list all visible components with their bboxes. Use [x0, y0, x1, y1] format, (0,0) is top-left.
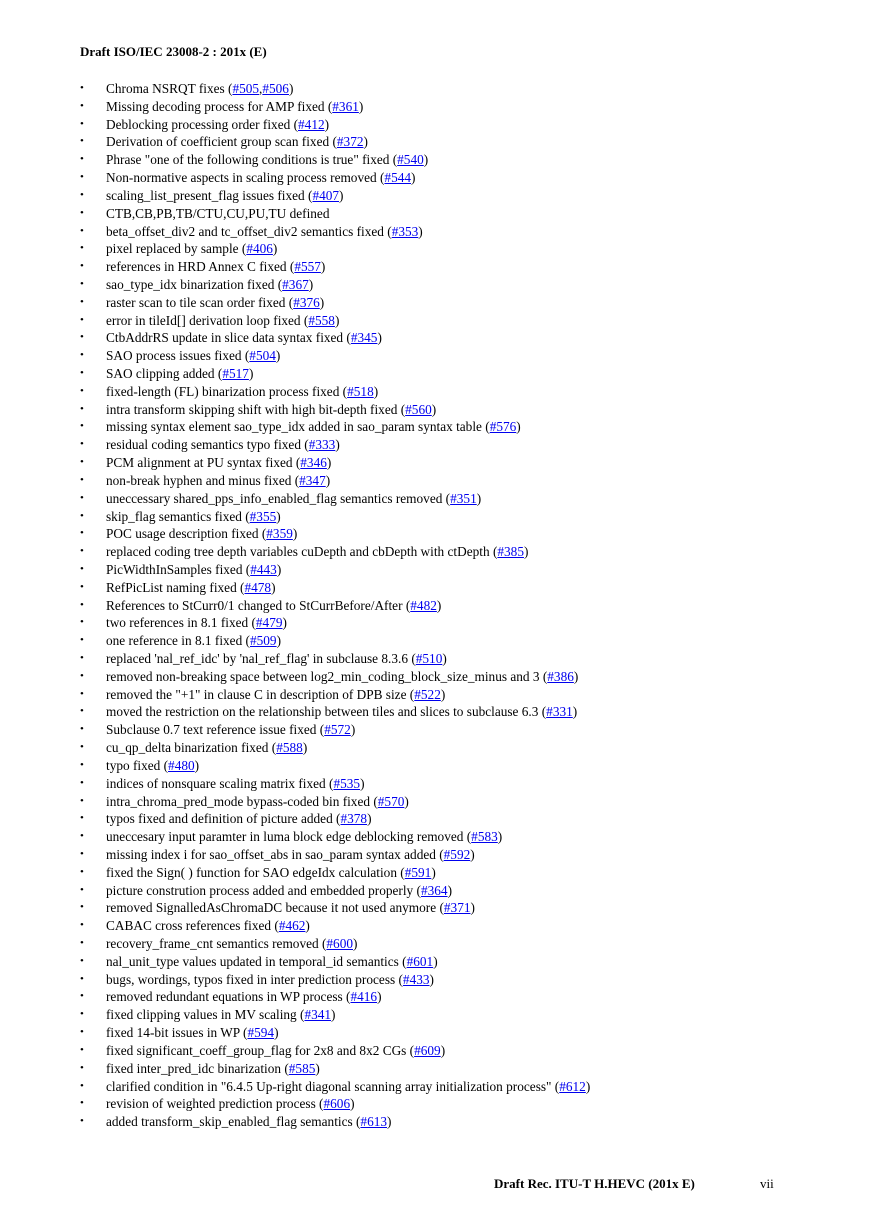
bullet-icon: •	[80, 153, 84, 166]
list-item-text: Missing decoding process for AMP fixed (	[106, 98, 333, 114]
list-item-text: removed non-breaking space between log2_min_coding_block_size_minus and 3 (	[106, 668, 548, 684]
issue-link[interactable]: #585	[288, 1060, 316, 1076]
list-item	[80, 329, 840, 347]
issue-link[interactable]: #371	[443, 900, 471, 916]
bullet-icon: •	[80, 224, 84, 237]
list-item-text: beta_offset_div2 and tc_offset_div2 semantics fixed (	[106, 223, 392, 239]
list-item	[80, 1024, 840, 1042]
list-item-suffix: )	[470, 846, 475, 862]
list-item-suffix: )	[447, 882, 452, 898]
bullet-icon: •	[80, 580, 84, 593]
list-item-text: cu_qp_delta binarization fixed (	[106, 740, 277, 756]
list-item-text: typos fixed and definition of picture added (	[106, 811, 341, 827]
bullet-icon: •	[80, 776, 84, 789]
bullet-icon: •	[80, 634, 84, 647]
list-item-text: residual coding semantics typo fixed (	[106, 437, 309, 453]
bullet-icon: •	[80, 705, 84, 718]
list-item-suffix: )	[276, 508, 281, 524]
list-item-suffix: )	[325, 472, 331, 488]
bullet-icon: •	[80, 331, 84, 344]
issue-link[interactable]: #600	[326, 936, 353, 951]
list-item	[80, 935, 840, 953]
issue-link[interactable]: #505	[232, 81, 260, 96]
list-item	[80, 205, 840, 223]
list-item	[80, 614, 840, 632]
list-item-text: added transform_skip_enabled_flag semantics (	[106, 1114, 361, 1130]
list-item-text: moved the restriction on the relationship between tiles and slices to subclause 6.3 (	[106, 704, 547, 720]
list-item	[80, 294, 840, 312]
issue-link[interactable]: #601	[406, 953, 434, 969]
list-item-text: CTB,CB,PB,TB/CTU,CU,PU,TU defined	[106, 205, 330, 221]
list-item	[80, 240, 840, 258]
list-item	[80, 650, 840, 668]
list-item-text: SAO clipping added (	[106, 366, 223, 381]
list-item	[80, 882, 840, 900]
list-item-suffix: )	[275, 348, 281, 364]
list-item-text: recovery_frame_cnt semantics removed (	[106, 936, 327, 951]
issue-link[interactable]: #479	[255, 615, 283, 631]
issue-link[interactable]: #386	[547, 668, 574, 684]
list-item-text: Chroma NSRQT fixes (	[106, 81, 233, 96]
list-item	[80, 133, 840, 151]
bullet-icon: •	[80, 402, 84, 415]
list-item-suffix: )	[433, 953, 438, 969]
issue-link[interactable]: #462	[278, 918, 306, 934]
issue-link[interactable]: #572	[324, 722, 351, 738]
list-item	[80, 668, 840, 686]
list-item-suffix: )	[404, 793, 409, 809]
list-item-suffix: )	[572, 704, 578, 720]
list-item	[80, 1060, 840, 1078]
issue-link[interactable]: #433	[402, 971, 430, 987]
list-item-text: CABAC cross references fixed (	[106, 918, 279, 934]
bullet-icon: •	[80, 1115, 84, 1128]
list-item-suffix: )	[350, 1096, 355, 1112]
list-item-text: replaced coding tree depth variables cuDepth and cbDepth with ctDepth (	[106, 544, 498, 560]
list-item-text: Phrase "one of the following conditions is true" fixed (	[106, 152, 398, 168]
bullet-icon: •	[80, 99, 84, 112]
list-item-suffix: )	[523, 544, 529, 560]
list-item-text: removed redundant equations in WP process (	[106, 989, 351, 1005]
list-item-suffix: )	[387, 1114, 392, 1130]
list-item-suffix: )	[358, 98, 364, 114]
list-item	[80, 98, 840, 116]
list-item	[80, 187, 840, 205]
list-item-text: fixed 14-bit issues in WP (	[106, 1025, 248, 1041]
issue-link[interactable]: #594	[247, 1025, 275, 1041]
list-item	[80, 258, 840, 276]
page-number: vii	[760, 1176, 774, 1191]
list-item-text: fixed significant_coeff_group_flag for 2x8 and 8x2 CGs (	[106, 1042, 415, 1058]
list-item	[80, 703, 840, 721]
issue-link[interactable]: #364	[420, 882, 448, 898]
bullet-icon: •	[80, 812, 84, 825]
list-item-text: fixed-length (FL) binarization process fixed (	[106, 383, 348, 399]
list-item	[80, 1006, 840, 1024]
list-item-text: nal_unit_type values updated in temporal_id semantics (	[106, 953, 407, 969]
bullet-icon: •	[80, 847, 84, 860]
issue-link[interactable]: #346	[300, 455, 327, 471]
issue-link[interactable]: #361	[332, 98, 359, 114]
list-item	[80, 1042, 840, 1060]
issue-link[interactable]: #443	[250, 561, 277, 577]
list-item-text: revision of weighted prediction process (	[106, 1096, 324, 1112]
list-item-suffix: )	[292, 526, 298, 542]
issue-link[interactable]: #353	[391, 223, 419, 239]
bullet-icon: •	[80, 598, 84, 611]
list-item-text: typo fixed (	[106, 757, 169, 773]
list-item-text: scaling_list_present_flag issues fixed (	[106, 187, 313, 203]
change-list	[80, 80, 840, 1131]
list-item	[80, 579, 840, 597]
list-item-text: raster scan to tile scan order fixed (	[106, 294, 294, 310]
bullet-icon: •	[80, 794, 84, 807]
list-item	[80, 454, 840, 472]
issue-link[interactable]: #535	[333, 775, 361, 791]
list-item-suffix: )	[353, 936, 358, 951]
list-item-suffix: )	[442, 651, 447, 666]
bullet-icon: •	[80, 865, 84, 878]
list-item-text: SAO process issues fixed (	[106, 348, 250, 364]
list-item-suffix: )	[308, 276, 314, 292]
issue-link[interactable]: #592	[443, 846, 471, 862]
list-item-text: picture constrution process added and embedded properly (	[106, 882, 421, 898]
list-item	[80, 1095, 840, 1113]
bullet-icon: •	[80, 1026, 84, 1039]
issue-link[interactable]: #609	[414, 1042, 441, 1058]
list-item	[80, 971, 840, 989]
list-item-text: uneccesary input paramter in luma block edge deblocking removed (	[106, 829, 472, 845]
list-item-suffix: )	[271, 579, 276, 595]
issue-link[interactable]: #406	[246, 241, 273, 257]
issue-link[interactable]: #355	[249, 508, 277, 524]
list-item-text: one reference in 8.1 fixed (	[106, 633, 250, 649]
list-item	[80, 864, 840, 882]
list-item-text: PicWidthInSamples fixed (	[106, 561, 251, 577]
bullet-icon: •	[80, 1079, 84, 1092]
bullet-icon: •	[80, 972, 84, 985]
list-item	[80, 525, 840, 543]
ref-separator: ,	[259, 81, 263, 96]
list-item-text: Subclause 0.7 text reference issue fixed (	[106, 722, 325, 738]
issue-link[interactable]: #510	[415, 651, 443, 666]
list-item-text: Deblocking processing order fixed (	[106, 116, 299, 132]
list-item-suffix: )	[497, 829, 503, 845]
issue-link[interactable]: #588	[276, 740, 303, 756]
list-item-suffix: )	[476, 490, 482, 506]
list-item-suffix: )	[377, 330, 382, 346]
list-item	[80, 80, 840, 98]
bullet-icon: •	[80, 384, 84, 397]
bullet-icon: •	[80, 242, 84, 255]
list-item-suffix: )	[274, 1025, 279, 1041]
issue-link[interactable]: #480	[168, 757, 195, 773]
issue-link[interactable]: #583	[471, 829, 498, 845]
issue-link[interactable]: #518	[347, 383, 374, 399]
list-item-suffix: )	[429, 971, 434, 987]
bullet-icon: •	[80, 473, 84, 486]
page-footer: Draft Rec. ITU-T H.HEVC (201x E)	[494, 1176, 695, 1191]
list-item-suffix: )	[411, 170, 416, 186]
list-item	[80, 632, 840, 650]
list-item-suffix: )	[440, 1042, 446, 1058]
issue-link[interactable]: #351	[450, 490, 477, 506]
bullet-icon: •	[80, 562, 84, 575]
list-item	[80, 383, 840, 401]
list-item-suffix: )	[331, 1007, 336, 1023]
bullet-icon: •	[80, 420, 84, 433]
list-item-text: pixel replaced by sample (	[106, 241, 247, 257]
list-item-text: fixed the Sign( ) function for SAO edgeIdx calculation (	[106, 864, 405, 880]
bullet-icon: •	[80, 188, 84, 201]
issue-link[interactable]: #522	[414, 686, 441, 702]
bullet-icon: •	[80, 652, 84, 664]
issue-link[interactable]: #544	[384, 170, 412, 186]
list-item	[80, 597, 840, 615]
list-item-text: references in HRD Annex C fixed (	[106, 259, 295, 275]
list-item-text: missing index i for sao_offset_abs in sao_param syntax added (	[106, 846, 444, 862]
list-item-text: fixed inter_pred_idc binarization (	[106, 1060, 289, 1076]
issue-link[interactable]: #376	[293, 294, 320, 310]
bullet-icon: •	[80, 117, 84, 130]
list-item-text: PCM alignment at PU syntax fixed (	[106, 455, 301, 471]
list-item-text: bugs, wordings, typos fixed in inter prediction process (	[106, 971, 403, 987]
bullet-icon: •	[80, 741, 84, 754]
list-item-suffix: )	[516, 419, 521, 435]
list-item	[80, 401, 840, 419]
bullet-icon: •	[80, 82, 84, 94]
list-item	[80, 276, 840, 294]
list-item-suffix: )	[319, 294, 325, 310]
list-item-suffix: )	[194, 757, 200, 773]
list-item	[80, 793, 840, 811]
issue-link[interactable]: #407	[312, 187, 340, 203]
bullet-icon: •	[80, 277, 84, 290]
list-item-suffix: )	[326, 455, 332, 471]
list-item	[80, 917, 840, 935]
list-item-text: removed the "+1" in clause C in description of DPB size (	[106, 686, 415, 702]
issue-link[interactable]: #347	[299, 472, 326, 488]
list-item	[80, 436, 840, 454]
list-item	[80, 757, 840, 775]
list-item-text: Derivation of coefficient group scan fixed (	[106, 134, 337, 150]
issue-link[interactable]: #576	[489, 419, 517, 435]
list-item-suffix: )	[431, 864, 436, 880]
bullet-icon: •	[80, 954, 84, 967]
list-item-suffix: )	[276, 633, 282, 649]
list-item-suffix: )	[377, 989, 382, 1005]
list-item-suffix: )	[272, 241, 278, 257]
list-item	[80, 151, 840, 169]
list-item	[80, 472, 840, 490]
list-item	[80, 418, 840, 436]
list-item	[80, 775, 840, 793]
list-item-suffix: )	[339, 187, 344, 203]
list-item-suffix: )	[334, 312, 340, 328]
list-item	[80, 169, 840, 187]
list-item-text: POC usage description fixed (	[106, 526, 267, 542]
issue-link[interactable]: #359	[266, 526, 293, 542]
list-item-text: clarified condition in "6.4.5 Up-right diagonal scanning array initialization process" (	[106, 1078, 560, 1094]
issue-link[interactable]: #341	[304, 1007, 332, 1023]
bullet-icon: •	[80, 669, 84, 682]
list-item-text: replaced 'nal_ref_idc' by 'nal_ref_flag' in subclause 8.3.6 (	[106, 651, 416, 666]
list-item-text: skip_flag semantics fixed (	[106, 508, 250, 524]
list-item-text: fixed clipping values in MV scaling (	[106, 1007, 305, 1023]
bullet-icon: •	[80, 616, 84, 629]
list-item	[80, 490, 840, 508]
list-item-text: Non-normative aspects in scaling process removed (	[106, 170, 385, 186]
list-item-text: two references in 8.1 fixed (	[106, 615, 256, 631]
list-item	[80, 899, 840, 917]
list-item-text: References to StCurr0/1 changed to StCurrBefore/After (	[106, 597, 411, 613]
bullet-icon: •	[80, 438, 84, 451]
bullet-icon: •	[80, 545, 84, 558]
page-header: Draft ISO/IEC 23008-2 : 201x (E)	[80, 44, 267, 59]
list-item-suffix: )	[302, 740, 308, 756]
list-item-text: CtbAddrRS update in slice data syntax fixed (	[106, 330, 351, 346]
bullet-icon: •	[80, 367, 84, 379]
issue-link[interactable]: #378	[340, 811, 368, 827]
issue-link[interactable]: #416	[350, 989, 378, 1005]
list-item	[80, 686, 840, 704]
list-item	[80, 116, 840, 134]
bullet-icon: •	[80, 527, 84, 540]
list-item	[80, 347, 840, 365]
list-item	[80, 953, 840, 971]
issue-link[interactable]: #557	[294, 259, 321, 275]
list-item-suffix: )	[276, 561, 282, 577]
bullet-icon: •	[80, 919, 84, 932]
list-item-suffix: )	[288, 81, 294, 96]
list-item-suffix: )	[320, 259, 326, 275]
list-item-text: indices of nonsquare scaling matrix fixed (	[106, 775, 334, 791]
bullet-icon: •	[80, 758, 84, 771]
bullet-icon: •	[80, 1097, 84, 1110]
issue-link[interactable]: #333	[308, 437, 336, 453]
list-item	[80, 543, 840, 561]
bullet-icon: •	[80, 295, 84, 308]
bullet-icon: •	[80, 901, 84, 914]
bullet-icon: •	[80, 1043, 84, 1056]
bullet-icon: •	[80, 830, 84, 843]
issue-link[interactable]: #331	[546, 704, 573, 720]
bullet-icon: •	[80, 260, 84, 273]
list-item-text: RefPicList naming fixed (	[106, 579, 245, 595]
list-item-suffix: )	[573, 668, 579, 684]
issue-link[interactable]: #504	[249, 348, 276, 364]
bullet-icon: •	[80, 456, 84, 469]
bullet-icon: •	[80, 990, 84, 1003]
list-item-text: error in tileId[] derivation loop fixed (	[106, 312, 309, 328]
list-item	[80, 508, 840, 526]
list-item-suffix: )	[367, 811, 372, 827]
list-item-suffix: )	[350, 722, 356, 738]
issue-link[interactable]: #612	[559, 1078, 586, 1094]
list-item-text: intra_chroma_pred_mode bypass-coded bin fixed (	[106, 793, 378, 809]
list-item-suffix: )	[585, 1078, 591, 1094]
issue-link[interactable]: #560	[405, 401, 432, 417]
list-item-suffix: )	[248, 366, 254, 381]
list-item-suffix: )	[363, 134, 368, 150]
issue-link[interactable]: #540	[397, 152, 424, 168]
list-item-suffix: )	[440, 686, 446, 702]
list-item	[80, 365, 840, 383]
bullet-icon: •	[80, 883, 84, 896]
list-item-suffix: )	[360, 775, 365, 791]
list-item	[80, 828, 840, 846]
list-item-text: sao_type_idx binarization fixed (	[106, 276, 283, 292]
list-item	[80, 810, 840, 828]
list-item-text: intra transform skipping shift with high bit-depth fixed (	[106, 401, 406, 417]
list-item	[80, 1113, 840, 1131]
issue-link[interactable]: #385	[497, 544, 524, 560]
issue-link[interactable]: #606	[323, 1096, 351, 1112]
list-item-text: removed SignalledAsChromaDC because it not used anymore (	[106, 900, 444, 916]
bullet-icon: •	[80, 135, 84, 148]
bullet-icon: •	[80, 171, 84, 184]
issue-link[interactable]: #482	[410, 597, 437, 613]
list-item	[80, 988, 840, 1006]
bullet-icon: •	[80, 206, 84, 219]
issue-link[interactable]: #613	[360, 1114, 388, 1130]
list-item-text: uneccessary shared_pps_info_enabled_flag semantics removed (	[106, 490, 451, 506]
bullet-icon: •	[80, 723, 84, 736]
bullet-icon: •	[80, 937, 84, 949]
list-item-suffix: )	[418, 223, 423, 239]
list-item	[80, 846, 840, 864]
list-item	[80, 561, 840, 579]
issue-link[interactable]: #506	[262, 81, 289, 96]
list-item-suffix: )	[431, 401, 437, 417]
list-item-suffix: )	[436, 597, 442, 613]
issue-link[interactable]: #412	[298, 116, 325, 132]
bullet-icon: •	[80, 1061, 84, 1074]
list-item-text: non-break hyphen and minus fixed (	[106, 472, 300, 488]
list-item	[80, 739, 840, 757]
list-item-suffix: )	[324, 116, 330, 132]
list-item-suffix: )	[373, 383, 379, 399]
list-item-suffix: )	[315, 1060, 320, 1076]
list-item-suffix: )	[335, 437, 340, 453]
issue-link[interactable]: #558	[308, 312, 335, 328]
list-item-suffix: )	[305, 918, 310, 934]
list-item-suffix: )	[282, 615, 287, 631]
issue-link[interactable]: #372	[336, 134, 364, 150]
bullet-icon: •	[80, 313, 84, 326]
issue-link[interactable]: #570	[377, 793, 405, 809]
issue-link[interactable]: #517	[222, 366, 249, 381]
bullet-icon: •	[80, 509, 84, 522]
list-item	[80, 223, 840, 241]
list-item-text: missing syntax element sao_type_idx added in sao_param syntax table (	[106, 419, 490, 435]
bullet-icon: •	[80, 687, 84, 700]
list-item	[80, 721, 840, 739]
issue-link[interactable]: #345	[350, 330, 378, 346]
bullet-icon: •	[80, 349, 84, 362]
bullet-icon: •	[80, 1008, 84, 1021]
issue-link[interactable]: #478	[244, 579, 272, 595]
issue-link[interactable]: #509	[249, 633, 277, 649]
list-item-suffix: )	[423, 152, 429, 168]
issue-link[interactable]: #367	[282, 276, 309, 292]
list-item	[80, 1078, 840, 1096]
issue-link[interactable]: #591	[404, 864, 432, 880]
bullet-icon: •	[80, 491, 84, 504]
list-item-suffix: )	[470, 900, 475, 916]
list-item	[80, 312, 840, 330]
